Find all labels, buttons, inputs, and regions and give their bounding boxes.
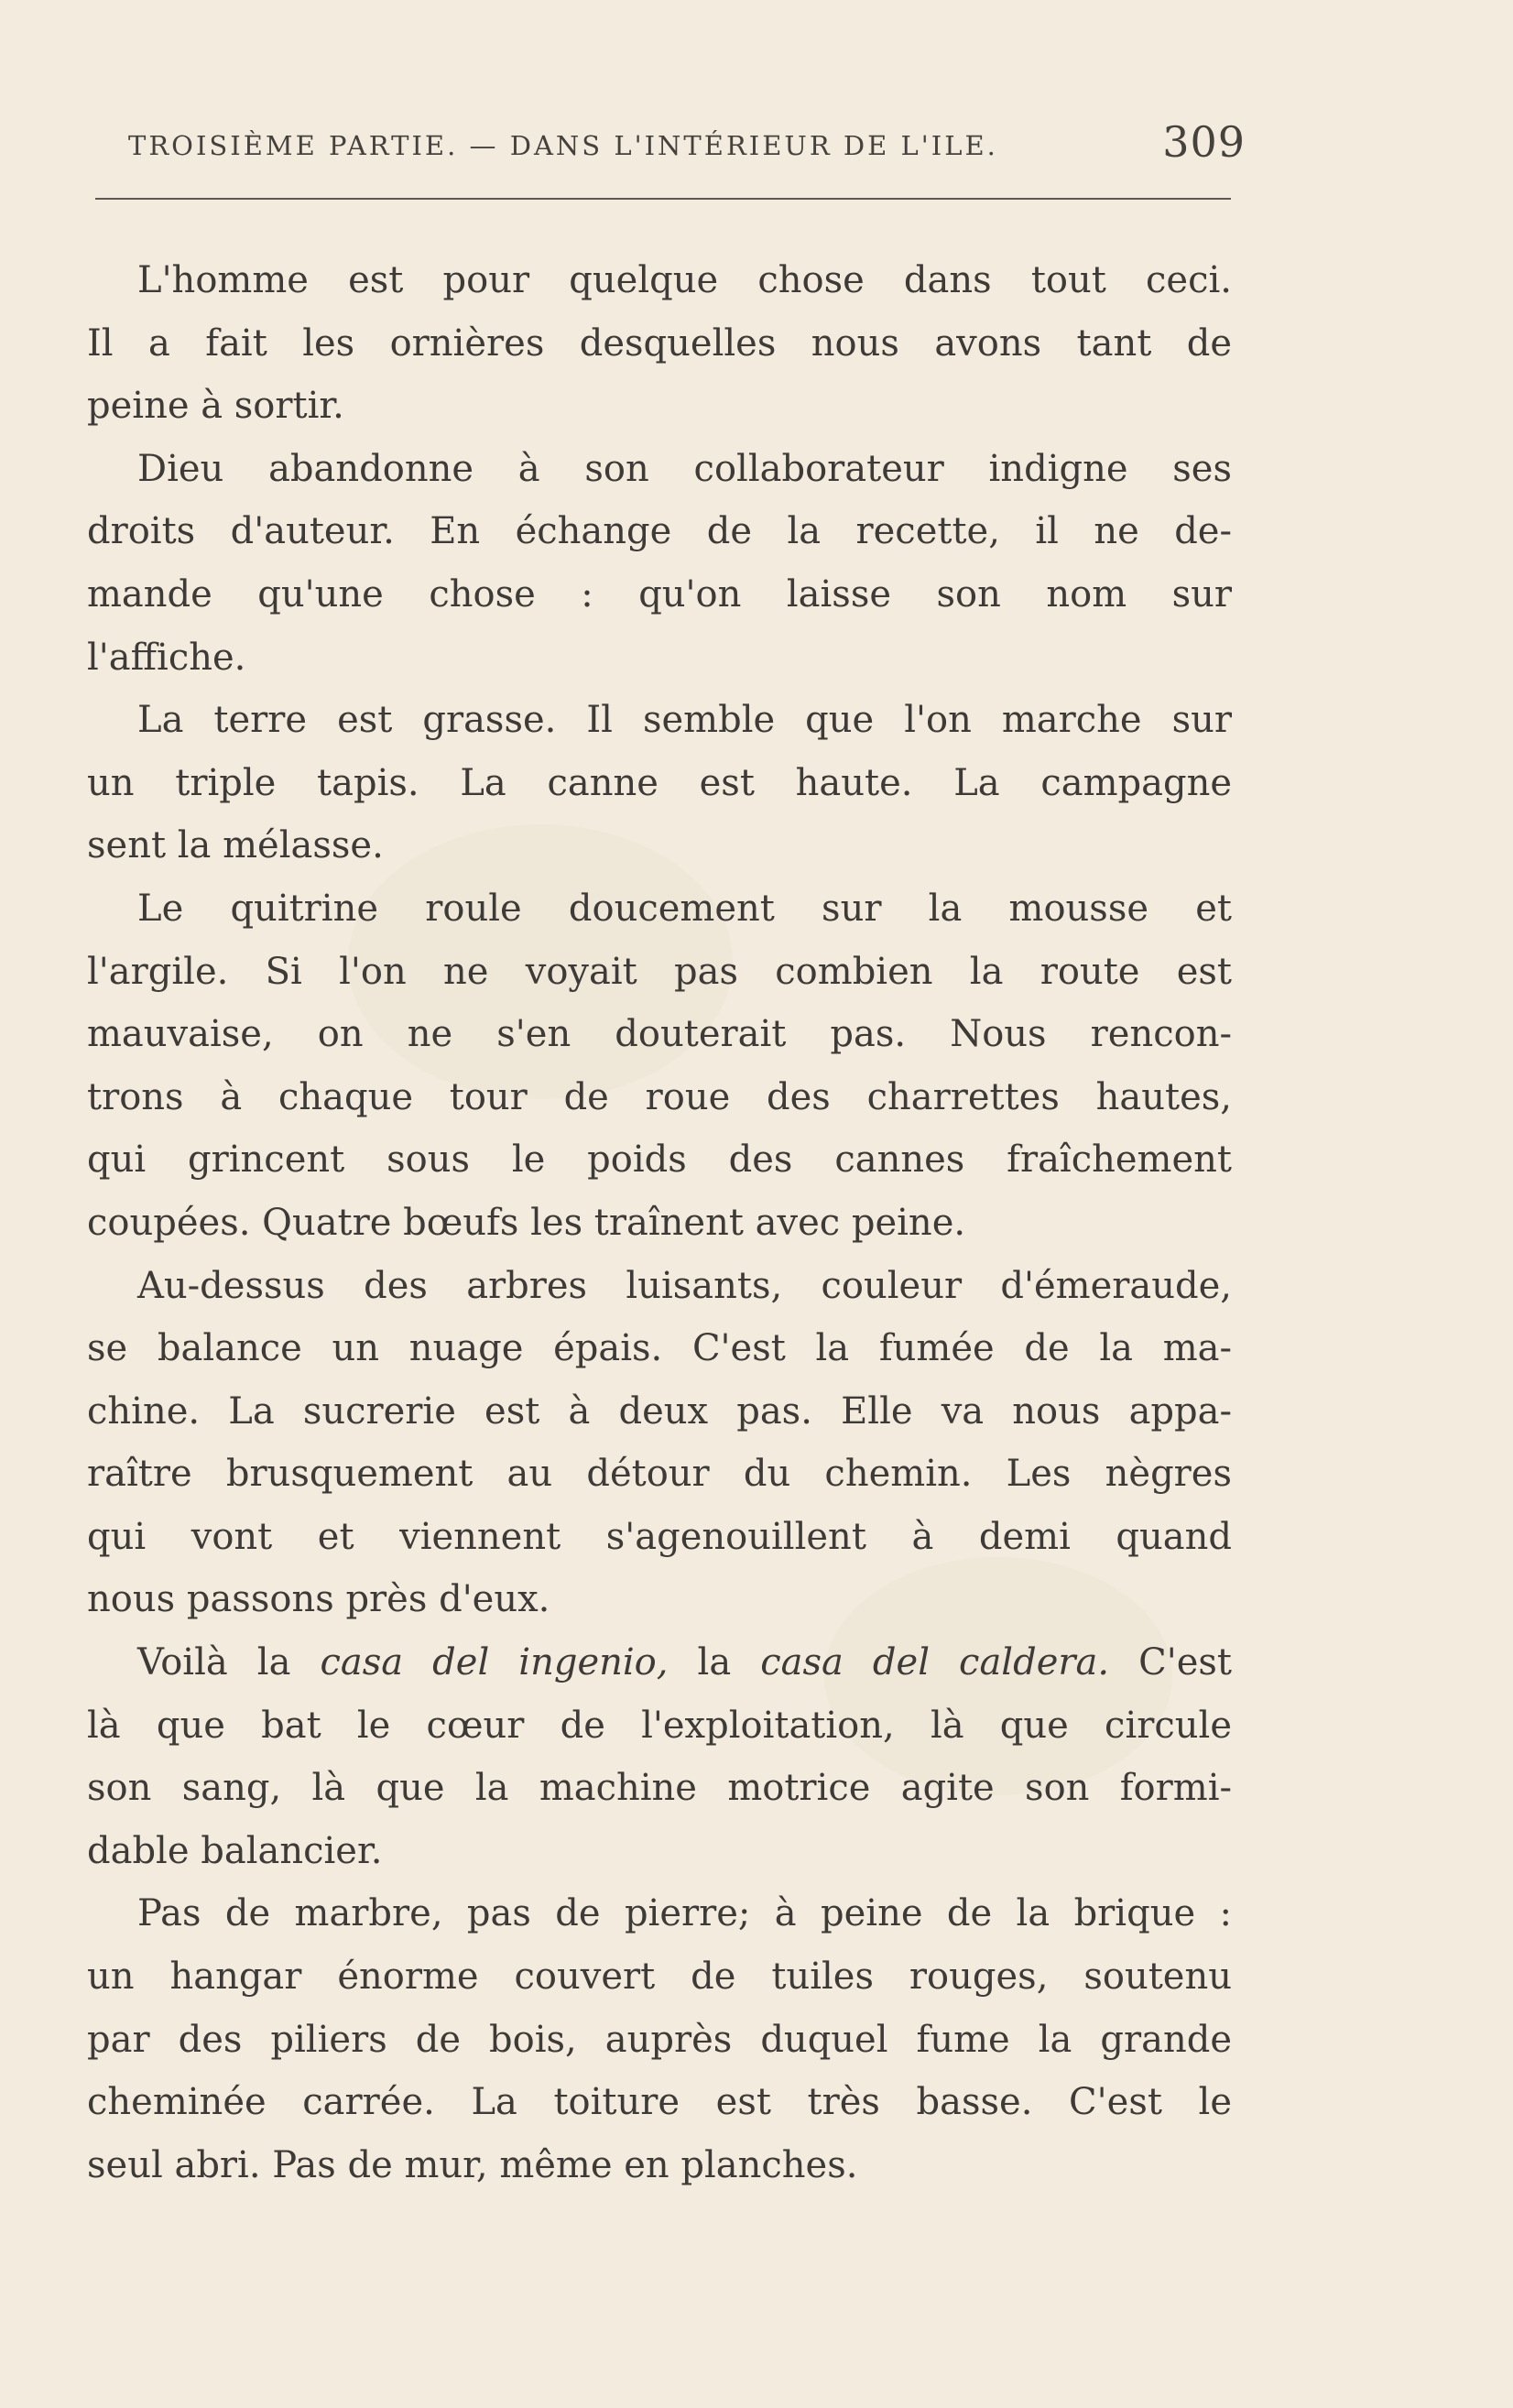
text-line: son sang, là que la machine motrice agite son formi- — [87, 1767, 1232, 1810]
text-line: se balance un nuage épais. C'est la fumée de la ma- — [87, 1327, 1232, 1370]
text-line: mauvaise, on ne s'en douterait pas. Nous rencon- — [87, 1013, 1232, 1056]
text-line: Voilà la casa del ingenio, la casa del caldera. C'est — [137, 1641, 1232, 1684]
text-line: seul abri. Pas de mur, même en planches. — [87, 2143, 858, 2186]
text-line: La terre est grasse. Il semble que l'on marche sur — [137, 699, 1232, 742]
text-line: l'affiche. — [87, 636, 246, 679]
body-text — [87, 249, 1232, 2196]
text-line: un triple tapis. La canne est haute. La campagne — [87, 761, 1232, 804]
text-line: Le quitrine roule doucement sur la mousse et — [137, 887, 1232, 930]
page-number: 309 — [1162, 117, 1246, 167]
text-line: peine à sortir. — [87, 385, 344, 428]
text-line: l'argile. Si l'on ne voyait pas combien la route est — [87, 950, 1232, 993]
text-line: dable balancier. — [87, 1829, 383, 1872]
text-line: qui vont et viennent s'agenouillent à demi quand — [87, 1515, 1232, 1558]
text-line: coupées. Quatre bœufs les traînent avec peine. — [87, 1201, 966, 1244]
header-rule — [95, 198, 1231, 200]
text-line: Pas de marbre, pas de pierre; à peine de la brique : — [137, 1892, 1232, 1935]
text-line: Dieu abandonne à son collaborateur indigne ses — [137, 447, 1232, 490]
text-line: droits d'auteur. En échange de la recette, il ne de- — [87, 510, 1232, 553]
text-line: qui grincent sous le poids des cannes fraîchement — [87, 1139, 1232, 1182]
text-line: Il a fait les ornières desquelles nous avons tant de — [87, 321, 1232, 365]
text-line: chine. La sucrerie est à deux pas. Elle va nous appa- — [87, 1389, 1232, 1433]
text-line: trons à chaque tour de roue des charrettes hautes, — [87, 1075, 1232, 1118]
text-line: sent la mélasse. — [87, 824, 384, 867]
running-title: TROISIÈME PARTIE. — DANS L'INTÉRIEUR DE L'ILE. — [128, 130, 998, 161]
text-line: là que bat le cœur de l'exploitation, là que circule — [87, 1704, 1232, 1747]
text-line: raître brusquement au détour du chemin. Les nègres — [87, 1453, 1232, 1496]
text-line: mande qu'une chose : qu'on laisse son nom sur — [87, 572, 1232, 616]
text-line: un hangar énorme couvert de tuiles rouges, soutenu — [87, 1956, 1232, 1999]
running-head — [128, 117, 1246, 172]
text-line: L'homme est pour quelque chose dans tout ceci. — [137, 259, 1232, 301]
text-line: Au-dessus des arbres luisants, couleur d'émeraude, — [137, 1264, 1232, 1307]
text-line: cheminée carrée. La toiture est très basse. C'est le — [87, 2081, 1232, 2124]
text-line: nous passons près d'eux. — [87, 1578, 550, 1621]
text-line: par des piliers de bois, auprès duquel fume la grande — [87, 2018, 1232, 2061]
